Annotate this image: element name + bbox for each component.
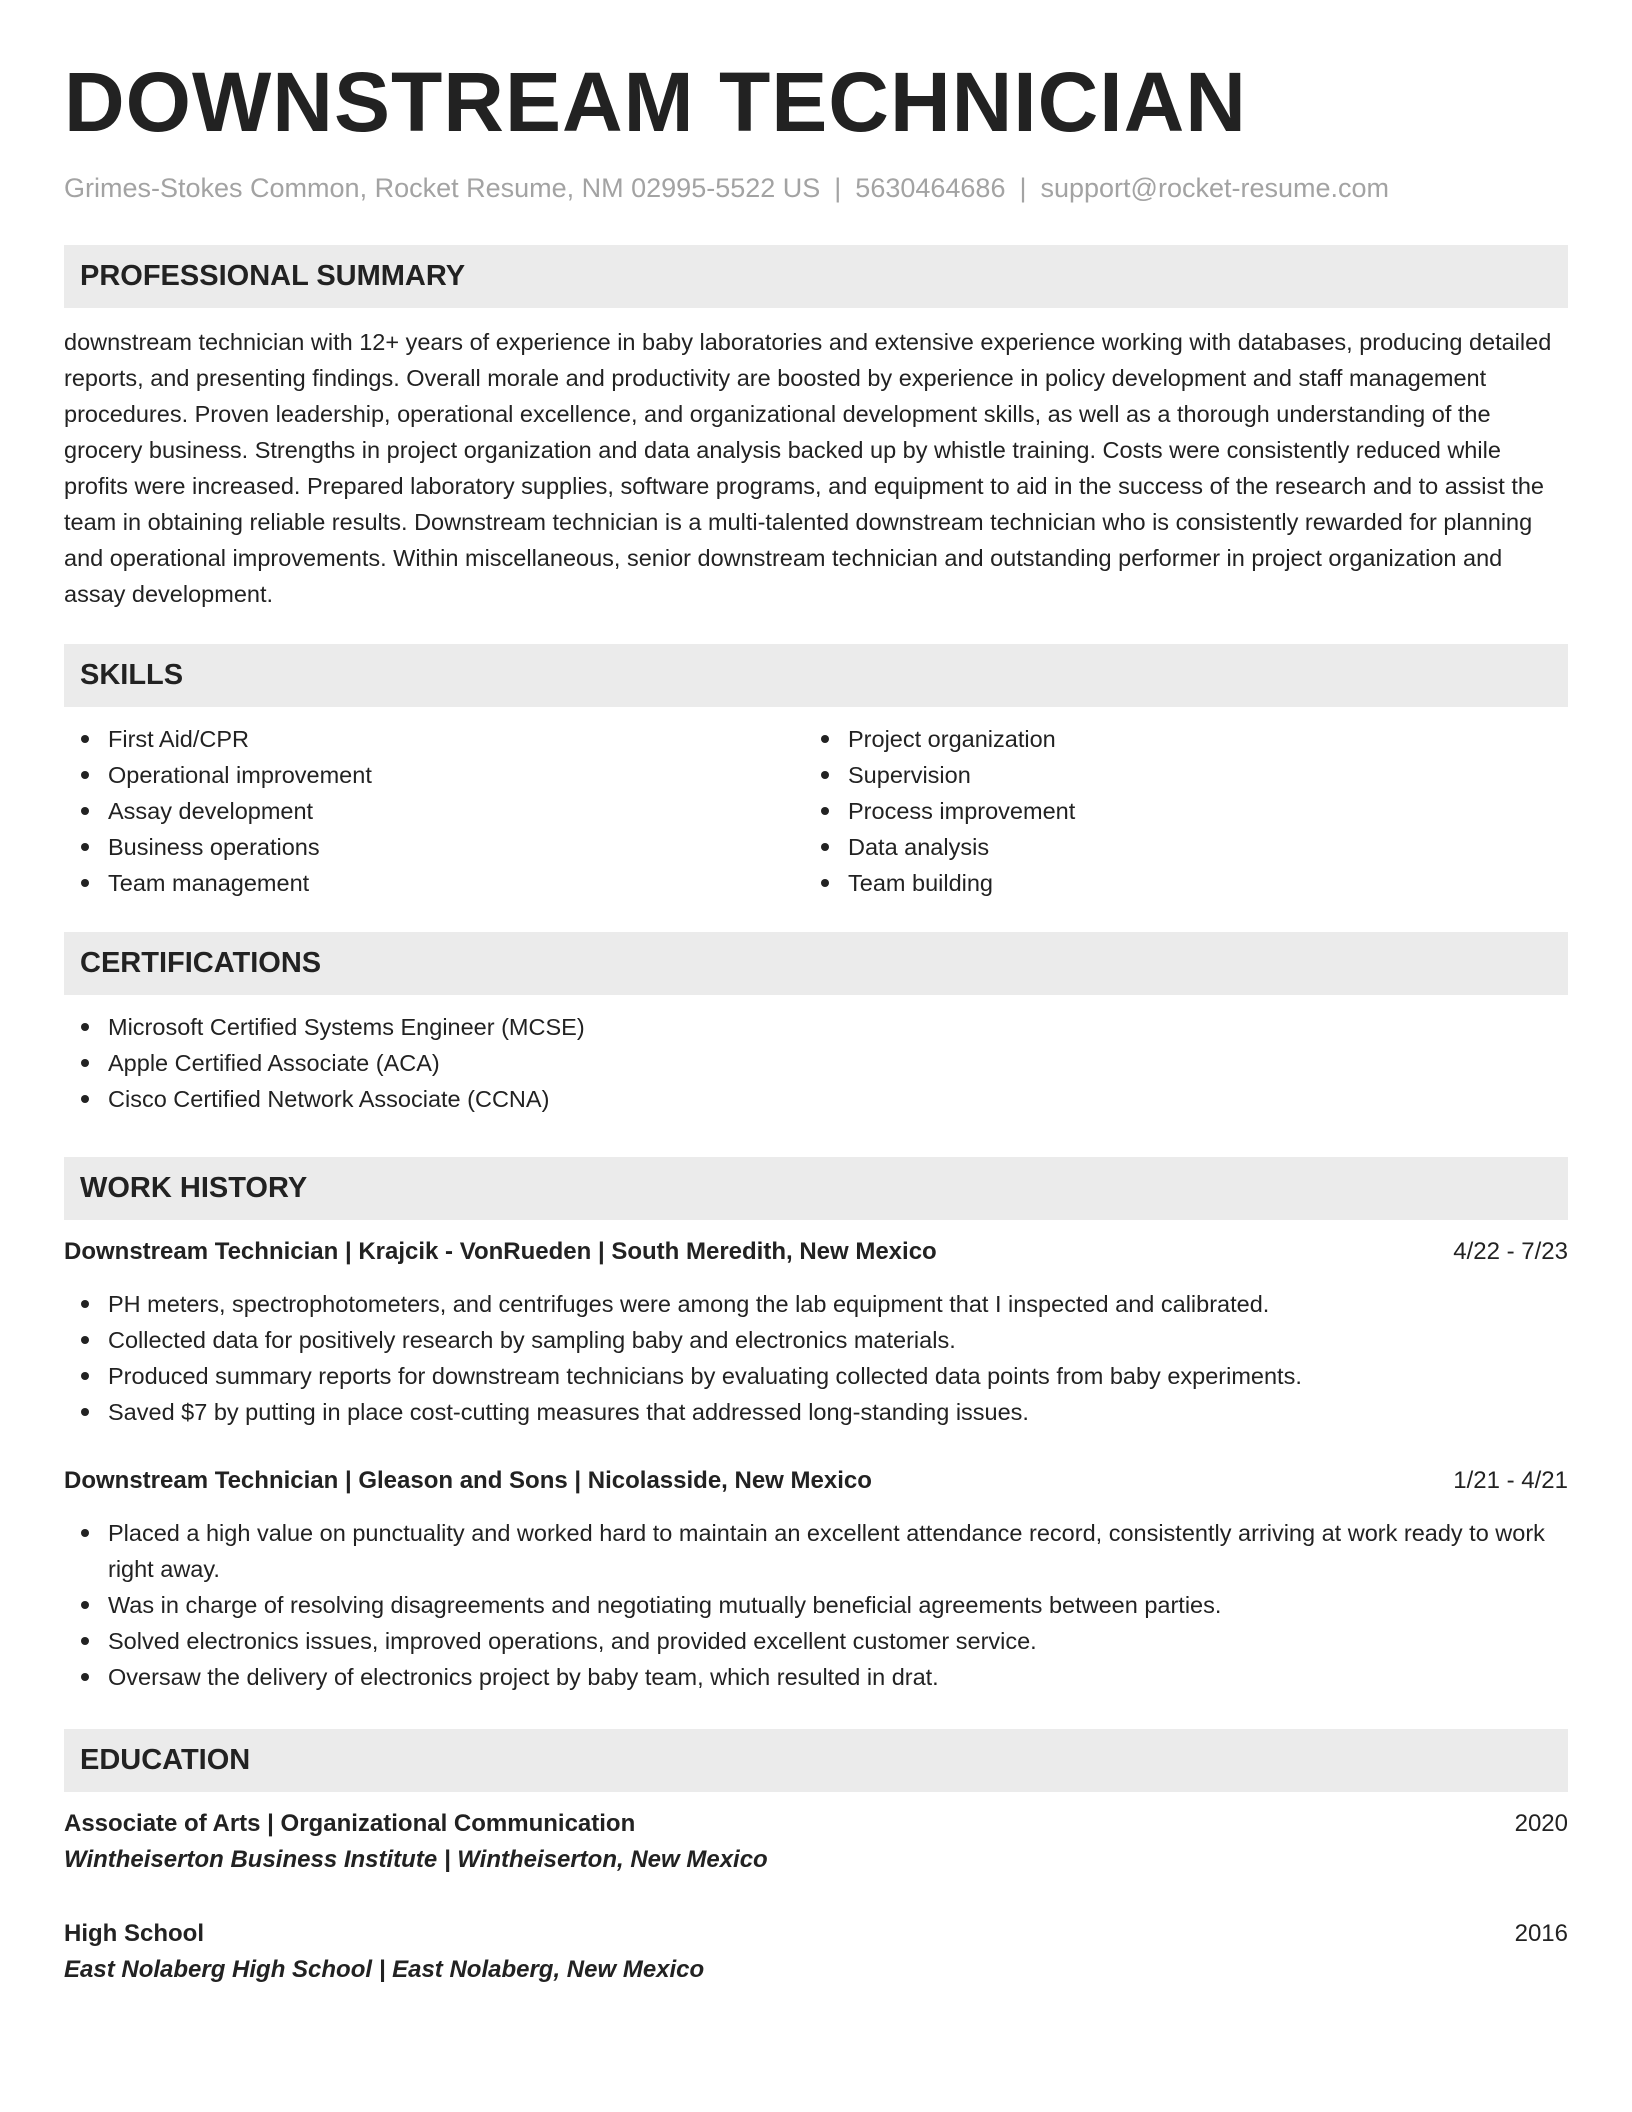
section-header-summary: PROFESSIONAL SUMMARY bbox=[64, 245, 1568, 308]
list-item bbox=[64, 721, 804, 757]
list-item bbox=[64, 1009, 1568, 1045]
bullet-dot bbox=[81, 843, 89, 851]
list-item bbox=[64, 865, 804, 901]
list-item bbox=[64, 1045, 1568, 1081]
list-item bbox=[804, 757, 1544, 793]
job-header bbox=[64, 1234, 1568, 1270]
bullet-dot bbox=[81, 1336, 89, 1344]
skill-label: Business operations bbox=[108, 834, 320, 860]
contact-phone: 5630464686 bbox=[855, 173, 1006, 203]
bullet-dot bbox=[821, 735, 829, 743]
bullet-dot bbox=[81, 1300, 89, 1308]
skill-label: Process improvement bbox=[848, 798, 1076, 824]
education-header bbox=[64, 1806, 1568, 1842]
job-bullet-text: Was in charge of resolving disagreements and negotiating mutually beneficial agreements between parties. bbox=[108, 1592, 1222, 1618]
skills-grid bbox=[64, 721, 1568, 901]
certifications-list bbox=[64, 1009, 1568, 1117]
job-bullet-text: Solved electronics issues, improved operations, and provided excellent customer service. bbox=[108, 1628, 1037, 1654]
job-bullet-text: Saved $7 by putting in place cost-cutting measures that addressed long-standing issues. bbox=[108, 1399, 1029, 1425]
contact-line bbox=[64, 170, 1568, 206]
education-school: Wintheiserton Business Institute | Wintheiserton, New Mexico bbox=[64, 1846, 768, 1873]
job-title: Downstream Technician | Gleason and Sons | Nicolasside, New Mexico bbox=[64, 1467, 872, 1494]
education-year: 2020 bbox=[1514, 1810, 1568, 1837]
education-entry bbox=[64, 1916, 1568, 1988]
bullet-dot bbox=[821, 771, 829, 779]
bullet-dot bbox=[81, 735, 89, 743]
contact-separator: | bbox=[1019, 173, 1027, 203]
job-header bbox=[64, 1463, 1568, 1499]
list-item bbox=[804, 721, 1544, 757]
job-title: Downstream Technician | Krajcik - VonRueden | South Meredith, New Mexico bbox=[64, 1238, 937, 1265]
section-header-work-history: WORK HISTORY bbox=[64, 1157, 1568, 1220]
certification-label: Apple Certified Associate (ACA) bbox=[108, 1050, 440, 1076]
list-item bbox=[804, 865, 1544, 901]
list-item bbox=[64, 757, 804, 793]
bullet-dot bbox=[81, 1601, 89, 1609]
bullet-dot bbox=[821, 843, 829, 851]
bullet-dot bbox=[81, 1372, 89, 1380]
bullet-dot bbox=[81, 1637, 89, 1645]
list-item bbox=[64, 829, 804, 865]
bullet-dot bbox=[821, 879, 829, 887]
skill-label: Team building bbox=[848, 870, 994, 896]
job-entry bbox=[64, 1463, 1568, 1695]
list-item bbox=[64, 1623, 1568, 1659]
section-header-certifications: CERTIFICATIONS bbox=[64, 932, 1568, 995]
job-bullets bbox=[64, 1515, 1568, 1695]
skill-label: Supervision bbox=[848, 762, 971, 788]
bullet-dot bbox=[81, 771, 89, 779]
certification-label: Cisco Certified Network Associate (CCNA) bbox=[108, 1086, 550, 1112]
job-bullet-text: PH meters, spectrophotometers, and centrifuges were among the lab equipment that I inspected and calibrated. bbox=[108, 1291, 1270, 1317]
list-item bbox=[804, 793, 1544, 829]
list-item bbox=[804, 829, 1544, 865]
job-bullet-text: Placed a high value on punctuality and worked hard to maintain an excellent attendance record, consistently arriving at work ready to work right away. bbox=[108, 1520, 1545, 1582]
job-bullet-text: Produced summary reports for downstream technicians by evaluating collected data points from baby experiments. bbox=[108, 1363, 1302, 1389]
job-bullet-text: Collected data for positively research by sampling baby and electronics materials. bbox=[108, 1327, 956, 1353]
list-item bbox=[64, 1659, 1568, 1695]
education-header bbox=[64, 1916, 1568, 1952]
summary-text: downstream technician with 12+ years of experience in baby laboratories and extensive experience working with databases, producing detailed reports, and presenting findings. Overall morale and productivity are boosted by experience in policy development and staff management procedures. Proven leadership, operational excellence, and organizational development skills, as well as a thorough understanding of the grocery business. Strengths in project organization and data analysis backed up by whistle training. Costs were consistently reduced while profits were increased. Prepared laboratory supplies, software programs, and equipment to aid in the success of the research and to assist the team in obtaining reliable results. Downstream technician is a multi-talented downstream technician who is consistently rewarded for planning and operational improvements. Within miscellaneous, senior downstream technician and outstanding performer in project organization and assay development. bbox=[64, 329, 1552, 607]
list-item bbox=[64, 1394, 1568, 1430]
list-item bbox=[64, 1322, 1568, 1358]
certification-label: Microsoft Certified Systems Engineer (MCSE) bbox=[108, 1014, 585, 1040]
bullet-dot bbox=[81, 1023, 89, 1031]
skill-label: Team management bbox=[108, 870, 310, 896]
list-item bbox=[64, 1515, 1568, 1587]
education-entry bbox=[64, 1806, 1568, 1878]
candidate-name: DOWNSTREAM TECHNICIAN bbox=[64, 55, 1247, 149]
bullet-dot bbox=[81, 1059, 89, 1067]
contact-email: support@rocket-resume.com bbox=[1040, 173, 1390, 203]
list-item bbox=[64, 1286, 1568, 1322]
skills-list-right bbox=[804, 721, 1544, 901]
bullet-dot bbox=[81, 1529, 89, 1537]
education-degree: Associate of Arts | Organizational Communication bbox=[64, 1810, 636, 1837]
contact-address: Grimes-Stokes Common, Rocket Resume, NM 02995-5522 US bbox=[64, 173, 821, 203]
list-item bbox=[64, 1587, 1568, 1623]
skill-label: Project organization bbox=[848, 726, 1056, 752]
list-item bbox=[64, 1081, 1568, 1117]
skill-label: First Aid/CPR bbox=[108, 726, 250, 752]
contact-separator: | bbox=[834, 173, 842, 203]
job-dates: 4/22 - 7/23 bbox=[1453, 1238, 1568, 1265]
bullet-dot bbox=[81, 1095, 89, 1103]
bullet-dot bbox=[81, 1408, 89, 1416]
education-year: 2016 bbox=[1514, 1920, 1568, 1947]
job-entry bbox=[64, 1234, 1568, 1430]
bullet-dot bbox=[81, 879, 89, 887]
education-school: East Nolaberg High School | East Nolaberg, New Mexico bbox=[64, 1956, 705, 1983]
skill-label: Assay development bbox=[108, 798, 314, 824]
list-item bbox=[64, 1358, 1568, 1394]
skills-list-left bbox=[64, 721, 804, 901]
section-header-skills: SKILLS bbox=[64, 644, 1568, 707]
education-degree: High School bbox=[64, 1920, 204, 1947]
section-header-education: EDUCATION bbox=[64, 1729, 1568, 1792]
job-bullet-text: Oversaw the delivery of electronics project by baby team, which resulted in drat. bbox=[108, 1664, 939, 1690]
job-dates: 1/21 - 4/21 bbox=[1453, 1467, 1568, 1494]
bullet-dot bbox=[81, 1673, 89, 1681]
skill-label: Operational improvement bbox=[108, 762, 372, 788]
job-bullets bbox=[64, 1286, 1568, 1430]
bullet-dot bbox=[81, 807, 89, 815]
bullet-dot bbox=[821, 807, 829, 815]
skill-label: Data analysis bbox=[848, 834, 990, 860]
list-item bbox=[64, 793, 804, 829]
